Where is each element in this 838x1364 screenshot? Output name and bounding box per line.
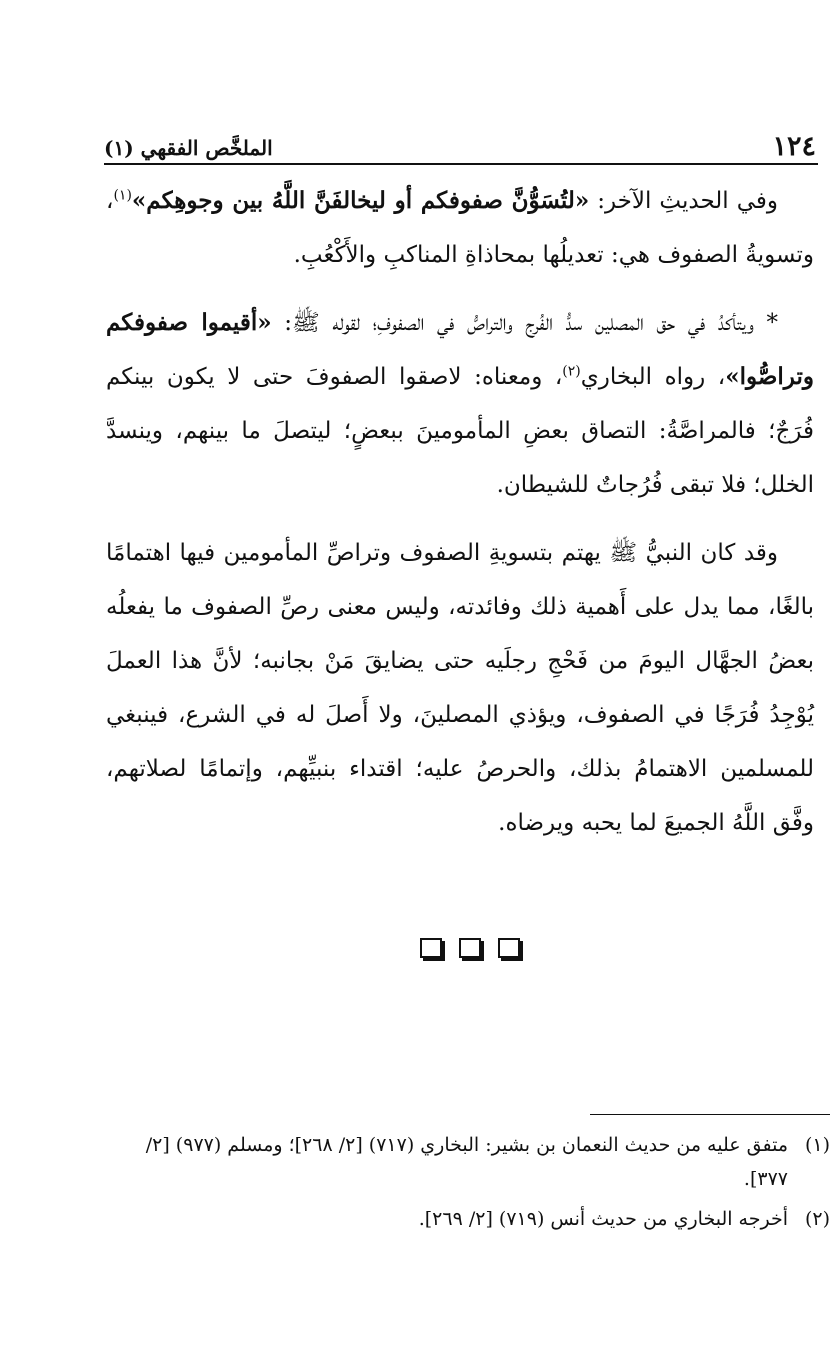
body-text bbox=[106, 174, 814, 850]
square-ornament-icon bbox=[420, 938, 442, 958]
footnote-rule bbox=[590, 1114, 830, 1115]
section-ornament bbox=[420, 938, 520, 962]
footnote-text: متفق عليه من حديث النعمان بن بشير: البخاري (٧١٧) [٢/ ٢٦٨]؛ ومسلم (٩٧٧) [٢/ ٣٧٧]. bbox=[145, 1134, 788, 1190]
footnote-text: أخرجه البخاري من حديث أنس (٧١٩) [٢/ ٢٦٩]. bbox=[418, 1208, 788, 1230]
running-title: الملخَّص الفقهي (١) bbox=[104, 136, 273, 160]
footnote-marker: (٢) bbox=[804, 1208, 830, 1230]
paragraph-2-source: ، رواه البخاري bbox=[580, 364, 726, 390]
page-header bbox=[104, 128, 816, 162]
paragraph-2-intro: * ويتأكدُ في حق المصلين سدُّ الفُرج والتراصُّ في الصفوفِ؛ لقوله ﷺ: bbox=[271, 310, 778, 336]
square-ornament-icon bbox=[459, 938, 481, 958]
footnote-2 bbox=[106, 1202, 830, 1236]
paragraph-2-rest: ، ومعناه: لاصقوا الصفوفَ حتى لا يكون بينكم فُرَجٌ؛ فالمراصَّةُ: التصاق بعضِ المأمومينَ ببعضٍ؛ ليتصلَ ما بينهم، وينسدَّ الخلل؛ فلا تبقى فُرُجاتٌ للشيطان. bbox=[106, 364, 814, 498]
footnote-marker: (١) bbox=[804, 1134, 830, 1156]
footnote-ref-2: (٢) bbox=[562, 363, 581, 380]
paragraph-1-rest: ، وتسويةُ الصفوف هي: تعديلُها بمحاذاةِ المناكبِ والأَكْعُبِ. bbox=[106, 188, 814, 268]
footnote-1 bbox=[106, 1128, 830, 1196]
page-number: ١٢٤ bbox=[772, 131, 816, 162]
paragraph-3: وقد كان النبيُّ ﷺ يهتم بتسويةِ الصفوف وتراصِّ المأمومين فيها اهتمامًا بالغًا، مما يدل على أَهمية ذلك وفائدته، وليس معنى رصِّ الصفوف ما يفعلُه بعضُ الجهَّال اليومَ من فَحْجِ رجلَيه حتى يضايقَ مَنْ بجانبه؛ لأنَّ هذا العملَ يُوْجِدُ فُرَجًا في الصفوف، ويؤذي المصلينَ، ولا أَصلَ له في الشرع، فينبغي للمسلمين الاهتمامُ بذلك، والحرصُ عليه؛ اقتداء بنبيِّهم، وإتمامًا لصلاتهم، وفَّق اللَّهُ الجميعَ لما يحبه ويرضاه. bbox=[106, 540, 815, 836]
paragraph-1-intro: وفي الحديثِ الآخر: bbox=[589, 188, 778, 214]
paragraph-2 bbox=[106, 296, 814, 512]
header-rule bbox=[104, 163, 818, 165]
hadith-quote-2: «أقيموا صفوفكم وتراصُّوا» bbox=[106, 309, 814, 390]
hadith-quote-1: «لتُسَوُّنَّ صفوفكم أو ليخالفَنَّ اللَّهُ بين وجوهِكم» bbox=[131, 187, 590, 214]
footnote-ref-1: (١) bbox=[113, 187, 132, 204]
paragraph-1 bbox=[106, 174, 814, 282]
footnotes bbox=[106, 1128, 830, 1242]
square-ornament-icon bbox=[498, 938, 520, 958]
